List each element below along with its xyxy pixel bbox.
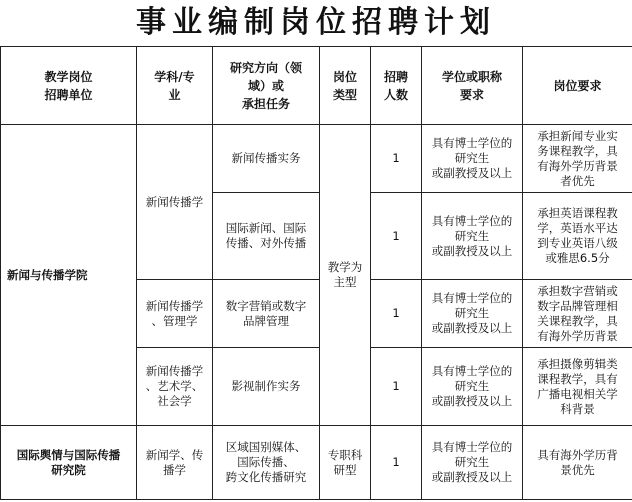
- subject-cell: 新闻学、传 播学: [137, 426, 213, 500]
- requirement-cell: 承担数字营销或 数字品牌管理相 关课程教学，具 有海外学历背景: [523, 280, 632, 348]
- degree-cell: 具有博士学位的 研究生 或副教授及以上: [422, 193, 523, 280]
- header-subject: 学科/专 业: [137, 47, 213, 125]
- direction-cell: 数字营销或数字 品牌管理: [213, 280, 320, 348]
- header-position-type: 岗位 类型: [320, 47, 371, 125]
- subject-cell: 新闻传播学: [137, 125, 213, 280]
- count-cell: 1: [371, 280, 422, 348]
- header-row: [1, 47, 632, 125]
- direction-cell: 新闻传播实务: [213, 125, 320, 193]
- requirement-cell: 承担新闻专业实 务课程教学，具 有海外学历背景 者优先: [523, 125, 632, 193]
- page-title: 事业编制岗位招聘计划: [136, 5, 496, 40]
- unit-cell: 国际舆情与国际传播 研究院: [1, 426, 137, 500]
- subject-cell: 新闻传播学 、管理学: [137, 280, 213, 348]
- degree-cell: 具有博士学位的 研究生 或副教授及以上: [422, 348, 523, 426]
- count-cell: 1: [371, 348, 422, 426]
- unit-cell: 新闻与传播学院: [1, 125, 137, 426]
- subject-cell: 新闻传播学 、艺术学、 社会学: [137, 348, 213, 426]
- header-unit: 教学岗位 招聘单位: [1, 47, 137, 125]
- table-row: [1, 125, 632, 193]
- direction-cell: 国际新闻、国际 传播、对外传播: [213, 193, 320, 280]
- position-type-cell: 专职科 研型: [320, 426, 371, 500]
- direction-cell: 区域国别媒体、 国际传播、 跨文化传播研究: [213, 426, 320, 500]
- direction-cell: 影视制作实务: [213, 348, 320, 426]
- degree-cell: 具有博士学位的 研究生 或副教授及以上: [422, 426, 523, 500]
- count-cell: 1: [371, 426, 422, 500]
- requirement-cell: 承担摄像剪辑类 课程教学，具有 广播电视相关学 科背景: [523, 348, 632, 426]
- header-requirement: 岗位要求: [523, 47, 632, 125]
- header-direction: 研究方向（领 域）或 承担任务: [213, 47, 320, 125]
- header-count: 招聘 人数: [371, 47, 422, 125]
- count-cell: 1: [371, 193, 422, 280]
- recruitment-table: [0, 46, 632, 500]
- requirement-cell: 具有海外学历背 景优先: [523, 426, 632, 500]
- degree-cell: 具有博士学位的 研究生 或副教授及以上: [422, 280, 523, 348]
- count-cell: 1: [371, 125, 422, 193]
- position-type-cell: 教学为 主型: [320, 125, 371, 426]
- table-row: [1, 426, 632, 500]
- degree-cell: 具有博士学位的 研究生 或副教授及以上: [422, 125, 523, 193]
- header-degree: 学位或职称 要求: [422, 47, 523, 125]
- requirement-cell: 承担英语课程教 学，英语水平达 到专业英语八级 或雅思6.5分: [523, 193, 632, 280]
